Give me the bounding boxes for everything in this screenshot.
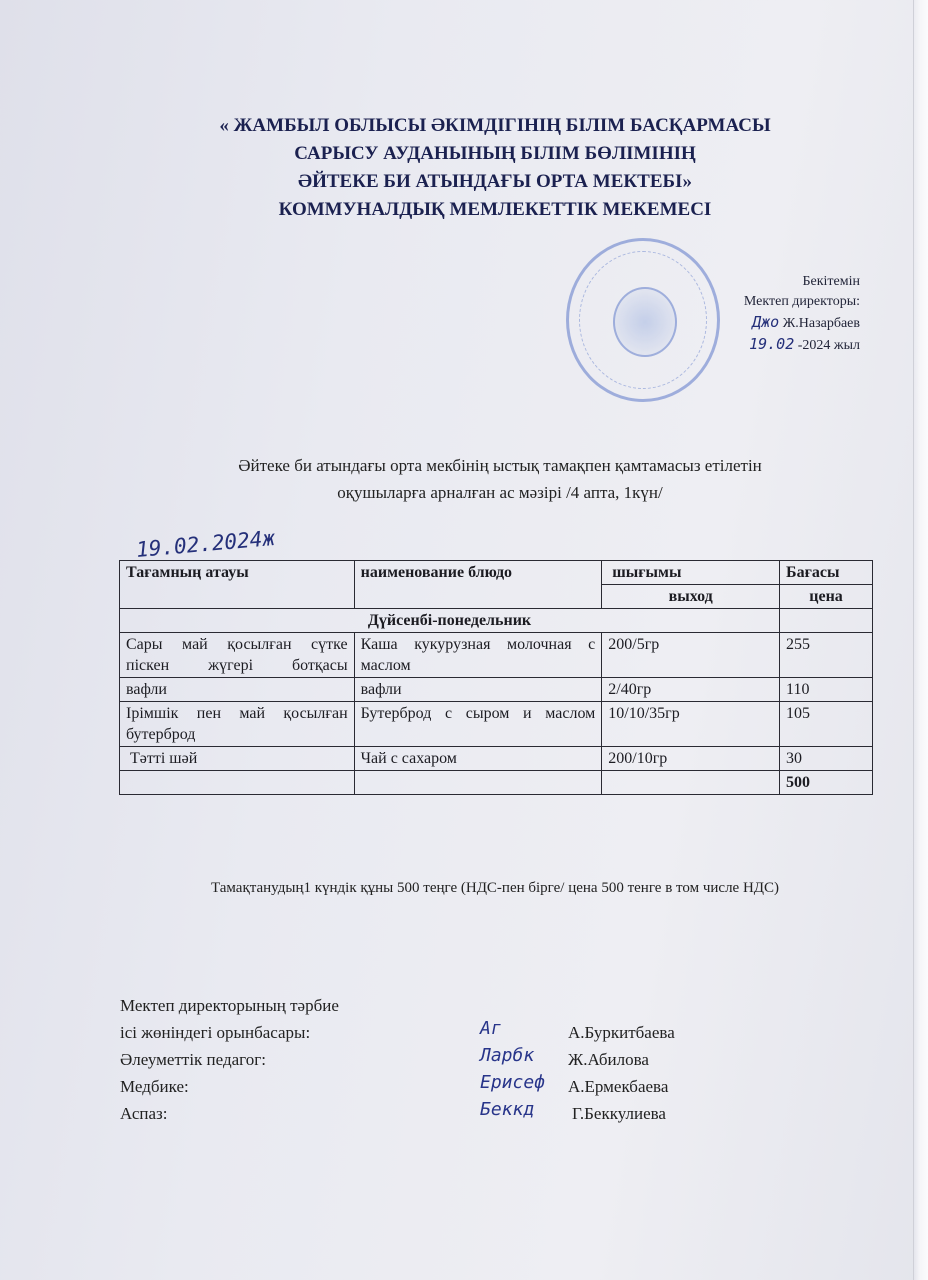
dish-ru: вафли (354, 678, 602, 702)
header-price-kk: Бағасы (780, 561, 873, 585)
signatory-name: Г.Беккулиева (572, 1104, 666, 1123)
dish-output: 2/40гр (602, 678, 780, 702)
table-header-row (120, 561, 873, 585)
approval-director-line (744, 312, 860, 334)
dish-price: 255 (780, 633, 873, 678)
approval-director-label: Мектеп директоры: (743, 294, 860, 309)
menu-title-line-1: Әйтеке би атындағы орта мекбінің ыстық тамақпен қамтамасыз етілетін (238, 456, 762, 475)
signatory-role: Медбике: (120, 1077, 189, 1096)
dish-kk: Сары май қосылған сүтке піскен жүгері ботқасы (120, 633, 355, 678)
signatory-role: Аспаз: (120, 1104, 168, 1123)
header-price-ru: цена (780, 585, 873, 609)
dish-kk: Ірімшік пен май қосылған бутерброд (120, 702, 355, 747)
day-row (120, 609, 873, 633)
official-seal-stamp (566, 238, 720, 402)
dish-price: 30 (780, 747, 873, 771)
approval-title: Бекітемін (802, 274, 860, 289)
dish-price: 110 (780, 678, 873, 702)
signatory-row (120, 992, 730, 1019)
table-row (120, 702, 873, 747)
header-line-1: « ЖАМБЫЛ ОБЛЫСЫ ӘКІМДІГІНІҢ БІЛІМ БАСҚАРМАСЫ (219, 115, 771, 136)
dish-kk: вафли (120, 678, 355, 702)
approval-date-line: 19.02 -2024 жыл (749, 335, 860, 353)
price-footnote: Тамақтанудың1 күндік құны 500 теңге (НДС-пен бірге/ цена 500 тенге в том числе НДС) (210, 880, 780, 896)
table-row (120, 747, 873, 771)
signatory-name: А.Буркитбаева (568, 1023, 675, 1042)
signatory-name: А.Ермекбаева (568, 1077, 669, 1096)
signature-mark: Аг (480, 1018, 502, 1039)
dish-ru: Каша кукурузная молочная с маслом (354, 633, 602, 678)
signatory-row (120, 1100, 730, 1127)
header-line-4: КОММУНАЛДЫҚ МЕМЛЕКЕТТІК МЕКЕМЕСІ (278, 199, 712, 220)
menu-title (100, 452, 900, 506)
signature-mark: Ларбк (480, 1045, 535, 1066)
signature-mark: Ерисеф (480, 1072, 546, 1093)
dish-ru: Чай с сахаром (354, 747, 602, 771)
total-row (120, 771, 873, 795)
handwritten-date: 19.02.2024ж (135, 525, 276, 563)
total-price: 500 (780, 771, 873, 795)
dish-ru: Бутерброд с сыром и маслом (354, 702, 602, 747)
institution-header (0, 112, 928, 224)
header-output-ru: выход (602, 585, 780, 609)
dish-output: 200/10гр (602, 747, 780, 771)
signatories-block (120, 992, 730, 1127)
header-output-kk: шығымы (602, 561, 780, 585)
signatory-row (120, 1073, 730, 1100)
approval-date-handwritten: 19.02 (749, 335, 795, 353)
day-empty-cell (780, 609, 873, 633)
table-row (120, 678, 873, 702)
approval-year: 2024 жыл (802, 338, 860, 353)
signatory-row (120, 1046, 730, 1073)
director-signature: Джо (752, 313, 780, 331)
day-label: Дүйсенбі-понедельник (120, 609, 780, 633)
signatory-role: Мектеп директорының тәрбие (120, 996, 339, 1015)
header-ru-name: наименование блюдо (354, 561, 602, 609)
signatory-role: Әлеуметтік педагог: (120, 1050, 266, 1069)
signatory-role: ісі жөніндегі орынбасары: (120, 1023, 311, 1042)
signature-mark: Беккд (480, 1099, 535, 1120)
seal-emblem (613, 287, 677, 357)
approval-block (744, 272, 860, 356)
director-name: Ж.Назарбаев (782, 316, 860, 331)
menu-table (119, 560, 873, 795)
header-line-2: САРЫСУ АУДАНЫНЫҢ БІЛІМ БӨЛІМІНІҢ (294, 143, 696, 164)
dish-output: 200/5гр (602, 633, 780, 678)
table-row (120, 633, 873, 678)
header-kk-name: Тағамның атауы (120, 561, 355, 609)
dish-kk: Тәтті шәй (120, 747, 355, 771)
dish-price: 105 (780, 702, 873, 747)
signatory-row (120, 1019, 730, 1046)
menu-title-line-2: оқушыларға арналған ас мәзірі /4 апта, 1күн/ (337, 483, 663, 502)
signatory-name: Ж.Абилова (568, 1050, 649, 1069)
dish-output: 10/10/35гр (602, 702, 780, 747)
header-line-3: ӘЙТЕКЕ БИ АТЫНДАҒЫ ОРТА МЕКТЕБІ» (298, 171, 692, 192)
